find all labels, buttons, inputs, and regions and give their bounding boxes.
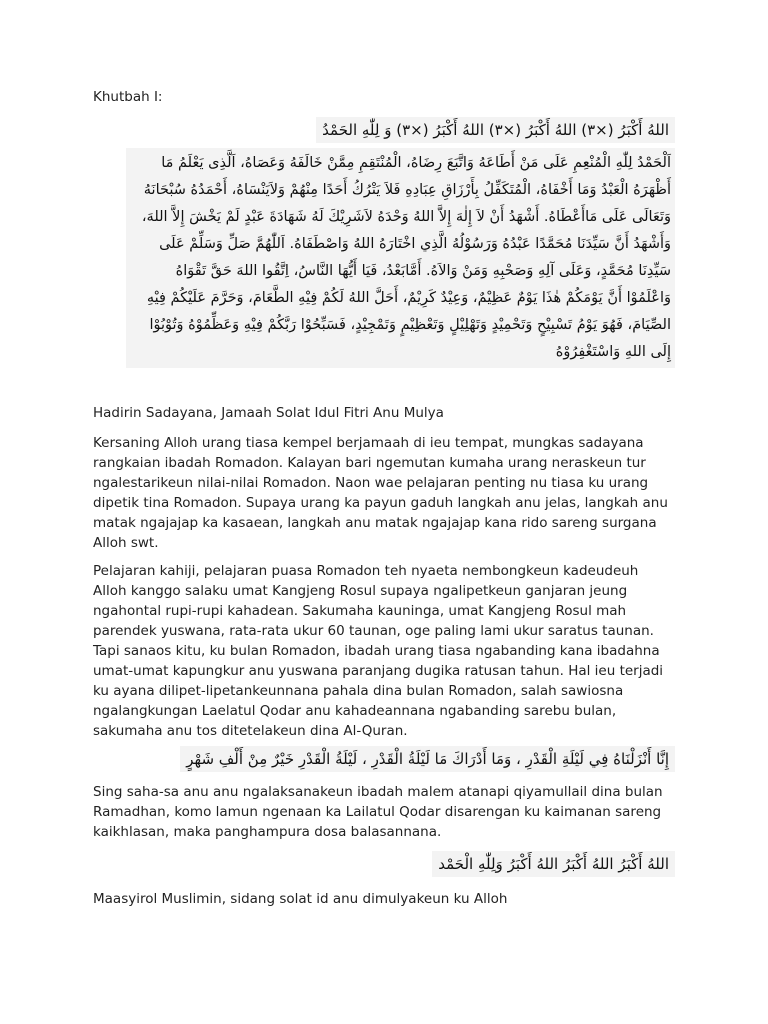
takbir-line <box>316 117 675 143</box>
paragraph-3: Sing saha-sa anu anu ngalaksanakeun ibadah malem atanapi qiyamullail dina bulan Ramadhan, komo lamun ngenaan ka Lailatul Qodar disarengan ku kaimanan sareng kaikhlasan, maka panghampura dosa balasannana. <box>93 784 663 840</box>
takbir-text: اللهُ أَكْبَرُ (×٣) اللهُ أَكْبَرُ (×٣) اللهُ أَكْبَرُ (×٣) وَ لِلّٰهِ الحَمْدُ <box>316 117 675 143</box>
greeting-line: Hadirin Sadayana, Jamaah Solat Idul Fitri Anu Mulya <box>93 405 444 421</box>
paragraph-1: Kersaning Alloh urang tiasa kempel berjamaah di ieu tempat, mungkas sadayana rangkaian ibadah Romadon. Kalayan bari ngemutan kumaha urang neraskeun tur ngalestarikeun nilai-nilai Romadon. Naon wae pelajaran penting nu tiasa ku urang dipetik tina Romadon. Supaya urang ka payun gaduh langkah anu jelas, langkah anu matak ngajajap ka kasaean, langkah anu matak ngajajap kana rido sareng surgana Alloh swt. <box>93 435 668 551</box>
opening-arabic-text: اَلْحَمْدُ لِلّٰهِ الْمُنْعِمِ عَلَى مَنْ أَطَاعَهُ وَاتَّبَعَ رِضَاهُ، الْمُنْتَقِمِ مِمَّنْ خَالَفَهُ وَعَصَاهُ، اَلَّذِى يَعْلَمُ مَا أَظْهَرَهُ الْعَبْدُ وَمَا أَخْفَاهُ، الْمُتَكَفِّلُ بِأَرْزَاقِ عِبَادِهِ فَلاَ يَتْرُكُ أَحَدًا مِنْهُمْ وَلاَيَنْسَاهُ، أَحْمَدُهُ سُبْحَانَهُ وَتَعَالَى عَلَى مَاأَعْطَاهُ. أَشْهَدُ أَنْ لاَ إِلٰهَ إِلاَّ اللهُ وَحْدَهُ لاَشَرِيْكَ لَهُ شَهَادَةَ عَبْدٍ لَمْ يَخْشَ إِلاَّ اللهَ، وَأَشْهَدُ أَنَّ سَيِّدَنَا مُحَمَّدًا عَبْدُهُ وَرَسُوْلُهُ الَّذِي اخْتَارَهُ اللهُ وَاصْطَفَاهُ. اَللّٰهُمَّ صَلِّ وَسَلِّمْ عَلَى سَيِّدِنَا مُحَمَّدٍ، وَعَلَى آلِهِ وَصَحْبِهِ وَمَنْ وَالاَهُ. أَمَّابَعْدُ، فَيَا أَيُّهَا النَّاسُ، اِتَّقُوا اللهَ حَقَّ تَقْوَاهُ وَاعْلَمُوْا أَنَّ يَوْمَكُمْ هٰذَا يَوْمٌ عَظِيْمٌ، وَعِيْدٌ كَرِيْمٌ، أَحَلَّ اللهُ لَكُمْ فِيْهِ الطَّعَامَ، وَحَرَّمَ عَلَيْكُمْ فِيْهِ الصِّيَامَ، فَهُوَ يَوْمُ تَسْبِيْحٍ وَتَحْمِيْدٍ وَتَهْلِيْلٍ وَتَعْظِيْمٍ وَتَمْجِيْدٍ، فَسَبِّحُوْا رَبَّكُمْ فِيْهِ وَعَظِّمُوْهُ وَتُوْبُوْا إِلَى اللهِ وَاسْتَغْفِرُوْهُ <box>126 148 675 368</box>
khutbah-heading: Khutbah I: <box>93 89 163 105</box>
takbir-short-text: اللهُ أَكْبَرُ اللهُ أَكْبَرُ اللهُ أَكْبَرُ وَلِلّٰهِ الْحَمْد <box>432 851 675 877</box>
quran-verse-text: إِنَّا أَنْزَلْنَاهُ فِي لَيْلَةِ الْقَدْرِ ، وَمَا أَدْرَاكَ مَا لَيْلَةُ الْقَدْرِ ، لَيْلَةُ الْقَدْرِ خَيْرٌ مِنْ أَلْفِ شَهْرٍ <box>180 746 675 772</box>
quran-verse <box>180 746 675 772</box>
paragraph-2: Pelajaran kahiji, pelajaran puasa Romadon teh nyaeta nembongkeun kadeudeuh Alloh kanggo salaku umat Kangjeng Rosul supaya ngalipetkeun ganjaran jeung ngahontal rupi-rupi kahadean. Sakumaha kauninga, umat Kangjeng Rosul mah parendek yuswana, rata-rata ukur 60 taunan, oge paling lami ukur saratus taunan. Tapi sanaos kitu, ku bulan Romadon, ibadah urang tiasa ngabanding kana ibadahna umat-umat kapungkur anu yuswana paranjang dugika ratusan tahun. Hal ieu terjadi ku ayana dilipet-lipetankeunnana pahala dina bulan Romadon, salah sawiosna ngalangkungan Laelatul Qodar anu kahadeannana ngabanding sarebu bulan, sakumaha anu tos ditetelakeun dina Al-Quran. <box>93 563 664 739</box>
paragraph-4: Maasyirol Muslimin, sidang solat id anu dimulyakeun ku Alloh <box>93 891 508 907</box>
document-page <box>93 0 675 1024</box>
takbir-short <box>432 851 675 877</box>
